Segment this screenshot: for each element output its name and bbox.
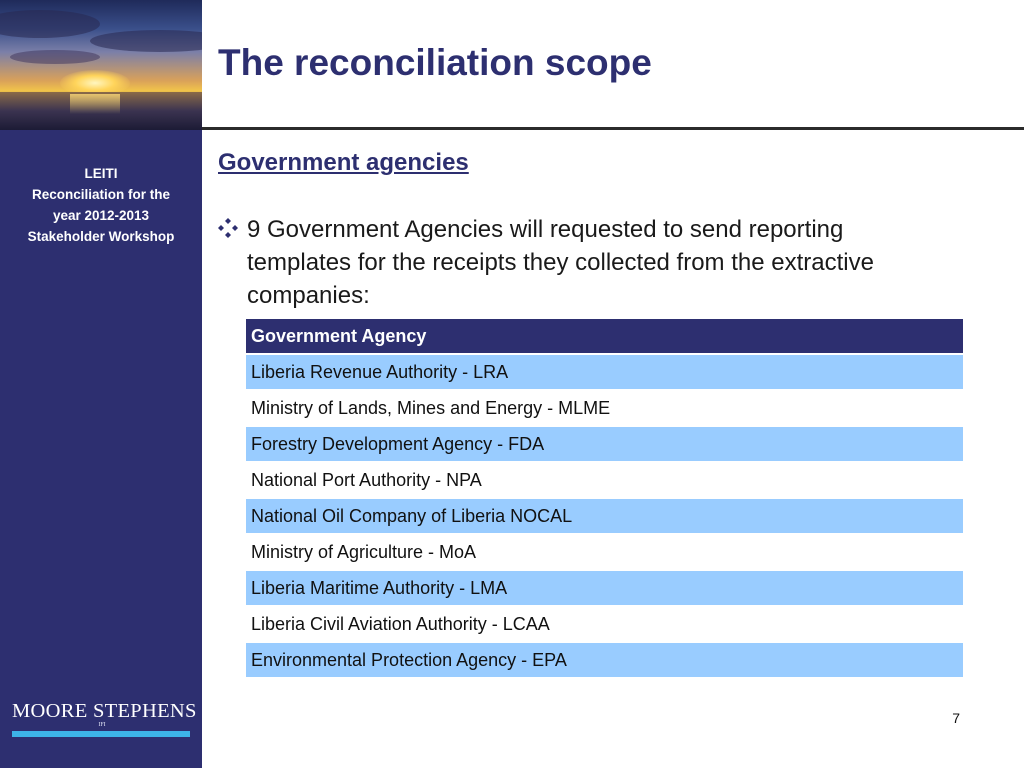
diamond-bullet-icon — [216, 216, 240, 240]
table-row — [246, 535, 963, 571]
agency-cell: National Port Authority - NPA — [246, 463, 963, 499]
agency-table — [246, 319, 963, 679]
agency-cell: Liberia Revenue Authority - LRA — [246, 355, 963, 391]
table-row — [246, 463, 963, 499]
agency-cell: Environmental Protection Agency - EPA — [246, 643, 963, 679]
title-divider — [202, 127, 1024, 130]
event-caption — [8, 163, 194, 247]
sunset-photo — [0, 0, 202, 130]
logo-accent-bar — [12, 731, 190, 737]
column-header: Government Agency — [246, 319, 963, 355]
agency-cell: Ministry of Lands, Mines and Energy - MLME — [246, 391, 963, 427]
caption-line: Stakeholder Workshop — [27, 229, 175, 244]
agency-cell: Ministry of Agriculture - MoA — [246, 535, 963, 571]
table-row — [246, 499, 963, 535]
agency-cell: Liberia Maritime Authority - LMA — [246, 571, 963, 607]
table-row — [246, 391, 963, 427]
logo-name: MOORE STEPHENS — [12, 700, 197, 722]
table-row — [246, 427, 963, 463]
agency-cell: National Oil Company of Liberia NOCAL — [246, 499, 963, 535]
agency-cell: Liberia Civil Aviation Authority - LCAA — [246, 607, 963, 643]
table-row — [246, 607, 963, 643]
logo-sub: IFI — [98, 722, 106, 728]
caption-line: Reconciliation for the — [31, 187, 170, 202]
bullet-text: 9 Government Agencies will requested to send reporting templates for the receipts they collected from the extractive companies: — [247, 216, 874, 309]
table-header-row — [246, 319, 963, 355]
caption-line: year 2012-2013 — [52, 208, 150, 223]
table-row — [246, 571, 963, 607]
sidebar — [0, 0, 202, 768]
table-row — [246, 355, 963, 391]
table-row — [246, 643, 963, 679]
agency-cell: Forestry Development Agency - FDA — [246, 427, 963, 463]
section-heading: Government agencies — [218, 149, 469, 176]
slide-title: The reconciliation scope — [218, 42, 652, 83]
caption-line: LEITI — [84, 166, 118, 181]
moore-stephens-logo — [12, 700, 197, 728]
page-number: 7 — [952, 710, 960, 726]
